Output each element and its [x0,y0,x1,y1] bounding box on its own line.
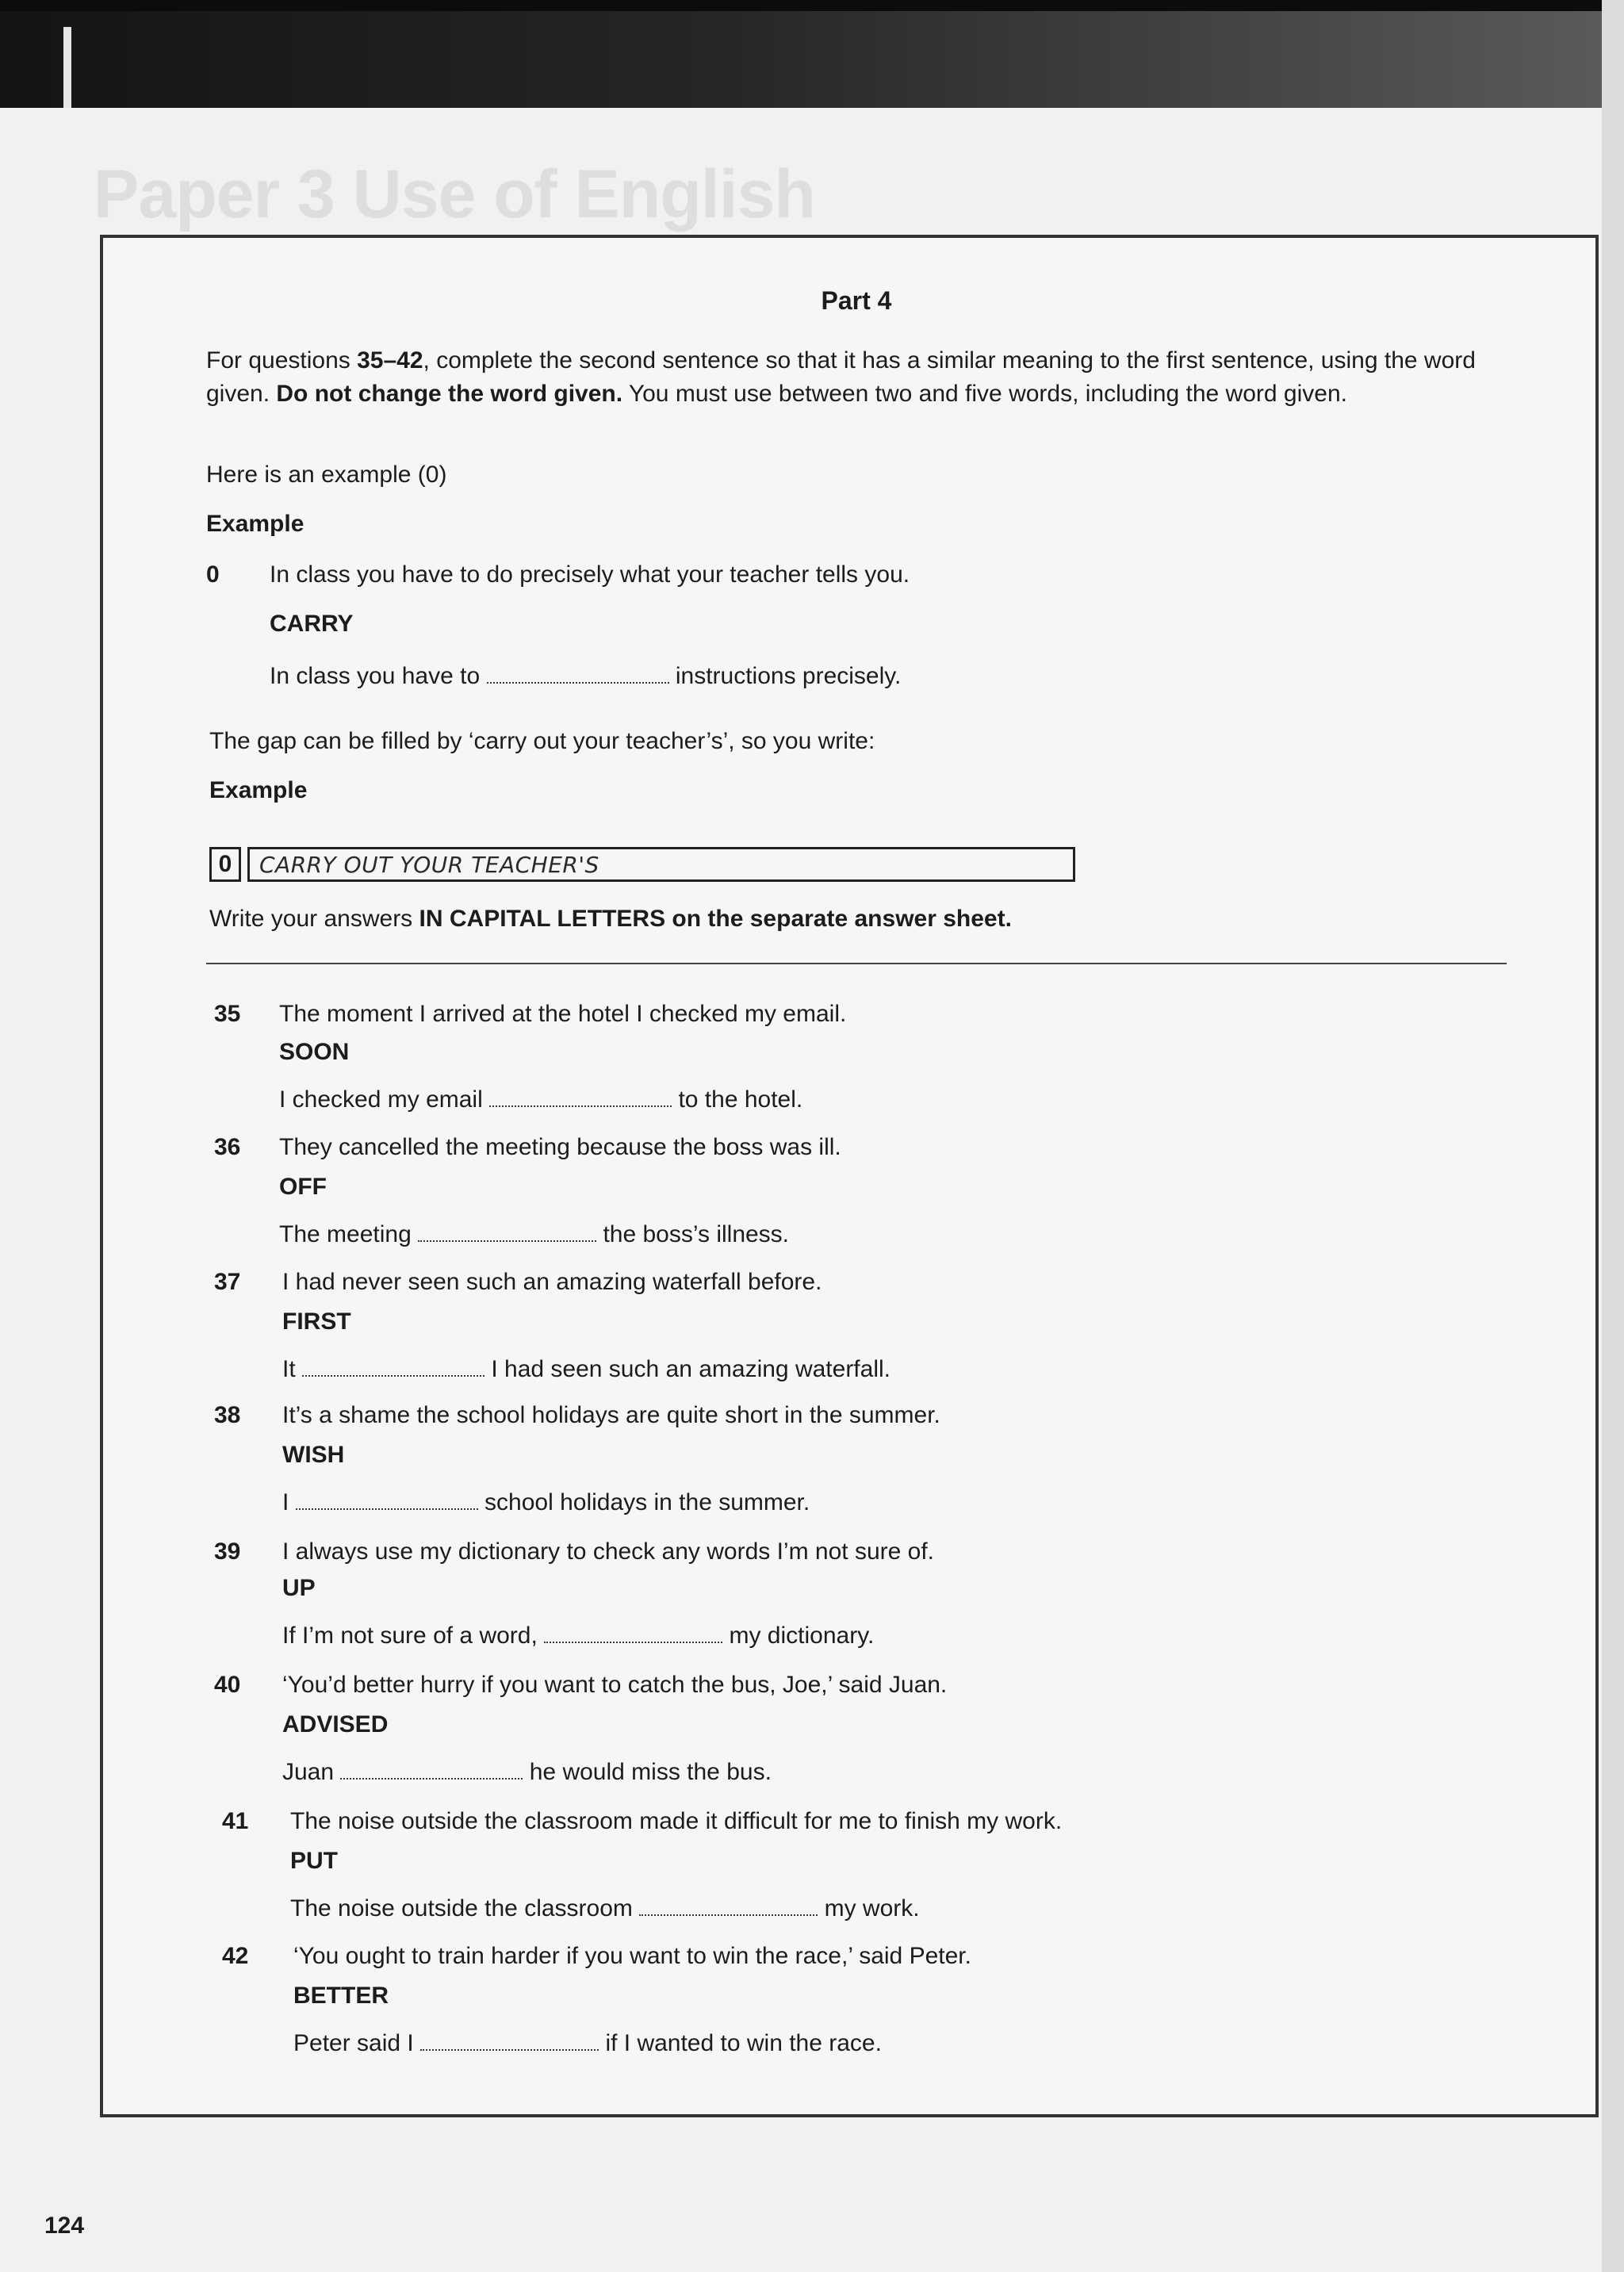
completion-start: I checked my email [279,1086,483,1113]
question-sentence: The noise outside the classroom made it difficult for me to finish my work. [290,1808,1063,1834]
example-start: In class you have to [270,663,481,689]
answer-gap[interactable] [420,2029,599,2051]
completion-start: Juan [282,1759,335,1785]
question-number: 36 [214,1134,241,1160]
page-right-edge [1602,0,1624,2272]
question-completion [282,1486,810,1519]
part4-panel [100,235,1599,2117]
question-sentence: It’s a shame the school holidays are quite short in the summer. [282,1402,940,1428]
question-keyword: UP [282,1575,316,1601]
example-end: instructions precisely. [675,663,902,689]
question-completion [293,2027,882,2060]
ghost-section-title: Paper 3 Use of English [94,156,815,232]
completion-start: If I’m not sure of a word, [282,1623,538,1649]
answer-number-box: 0 [209,847,241,882]
completion-start: I [282,1489,289,1515]
question-number: 40 [214,1672,241,1698]
instructions [206,344,1522,411]
header-top-edge [0,0,1602,11]
completion-end: I had seen such an amazing waterfall. [491,1356,891,1382]
intro-bold: Do not change the word given. [276,381,623,407]
answer-gap[interactable] [639,1894,818,1916]
question-completion [282,1756,772,1789]
write-instruction [209,902,1012,936]
question-keyword: WISH [282,1442,345,1468]
write-bold: IN CAPITAL LETTERS on the separate answer sheet. [419,906,1012,932]
page-number: 124 [44,2213,85,2239]
example-number: 0 [206,561,220,588]
gap-note: The gap can be filled by ‘carry out your teacher’s’, so you write: [209,728,875,754]
question-keyword: ADVISED [282,1711,389,1738]
question-sentence: They cancelled the meeting because the boss was ill. [279,1134,841,1160]
header-notch [63,27,71,108]
completion-start: It [282,1356,296,1382]
example-intro: Here is an example (0) [206,462,447,488]
answer-gap[interactable] [489,1085,672,1107]
example-label: Example [206,511,304,537]
intro-range: 35–42 [357,347,423,374]
completion-end: he would miss the bus. [529,1759,772,1785]
answer-gap[interactable] [340,1757,523,1780]
question-number: 39 [214,1538,241,1565]
question-keyword: PUT [290,1848,338,1874]
completion-end: if I wanted to win the race. [605,2030,882,2056]
part-title: Part 4 [821,286,892,315]
answer-field: CARRY OUT YOUR TEACHER'S [247,847,1075,882]
question-keyword: BETTER [293,1983,389,2009]
example-gap [487,661,669,684]
completion-end: the boss’s illness. [603,1221,790,1247]
example-sentence: In class you have to do precisely what your teacher tells you. [270,561,910,588]
question-number: 42 [222,1943,249,1969]
answer-gap[interactable] [544,1621,722,1643]
question-completion [282,1353,891,1386]
example-completion [270,660,901,693]
completion-end: to the hotel. [678,1086,803,1113]
completion-start: The noise outside the classroom [290,1895,633,1921]
question-sentence: I had never seen such an amazing waterfall before. [282,1269,822,1295]
question-number: 38 [214,1402,241,1428]
completion-start: The meeting [279,1221,412,1247]
example-label-2: Example [209,777,308,803]
page-header-band [0,0,1602,108]
question-completion [290,1892,920,1925]
question-completion [279,1218,789,1251]
completion-end: school holidays in the summer. [485,1489,810,1515]
answer-gap[interactable] [296,1488,478,1510]
answer-gap[interactable] [418,1220,596,1242]
question-keyword: FIRST [282,1308,351,1335]
answer-gap[interactable] [302,1354,485,1377]
intro-text-3: You must use between two and five words, including the word given. [622,381,1347,407]
completion-start: Peter said I [293,2030,414,2056]
question-number: 37 [214,1269,241,1295]
question-number: 41 [222,1808,249,1834]
question-completion [282,1619,874,1653]
example-keyword: CARRY [270,611,354,637]
intro-text-1: For questions [206,347,358,374]
example-answer-box [209,847,1074,882]
question-keyword: OFF [279,1174,327,1200]
write-pre: Write your answers [209,906,419,932]
intro-text-2: , complete the second sentence so that it has a similar meaning to the first sentence, using the word given. [206,347,1476,407]
question-sentence: The moment I arrived at the hotel I checked my email. [279,1001,847,1027]
question-sentence: ‘You’d better hurry if you want to catch the bus, Joe,’ said Juan. [282,1672,948,1698]
question-sentence: I always use my dictionary to check any words I’m not sure of. [282,1538,934,1565]
question-number: 35 [214,1001,241,1027]
divider-rule [206,963,1507,964]
completion-end: my dictionary. [729,1623,875,1649]
question-completion [279,1083,802,1117]
completion-end: my work. [824,1895,920,1921]
question-keyword: SOON [279,1039,350,1065]
question-sentence: ‘You ought to train harder if you want to win the race,’ said Peter. [293,1943,971,1969]
